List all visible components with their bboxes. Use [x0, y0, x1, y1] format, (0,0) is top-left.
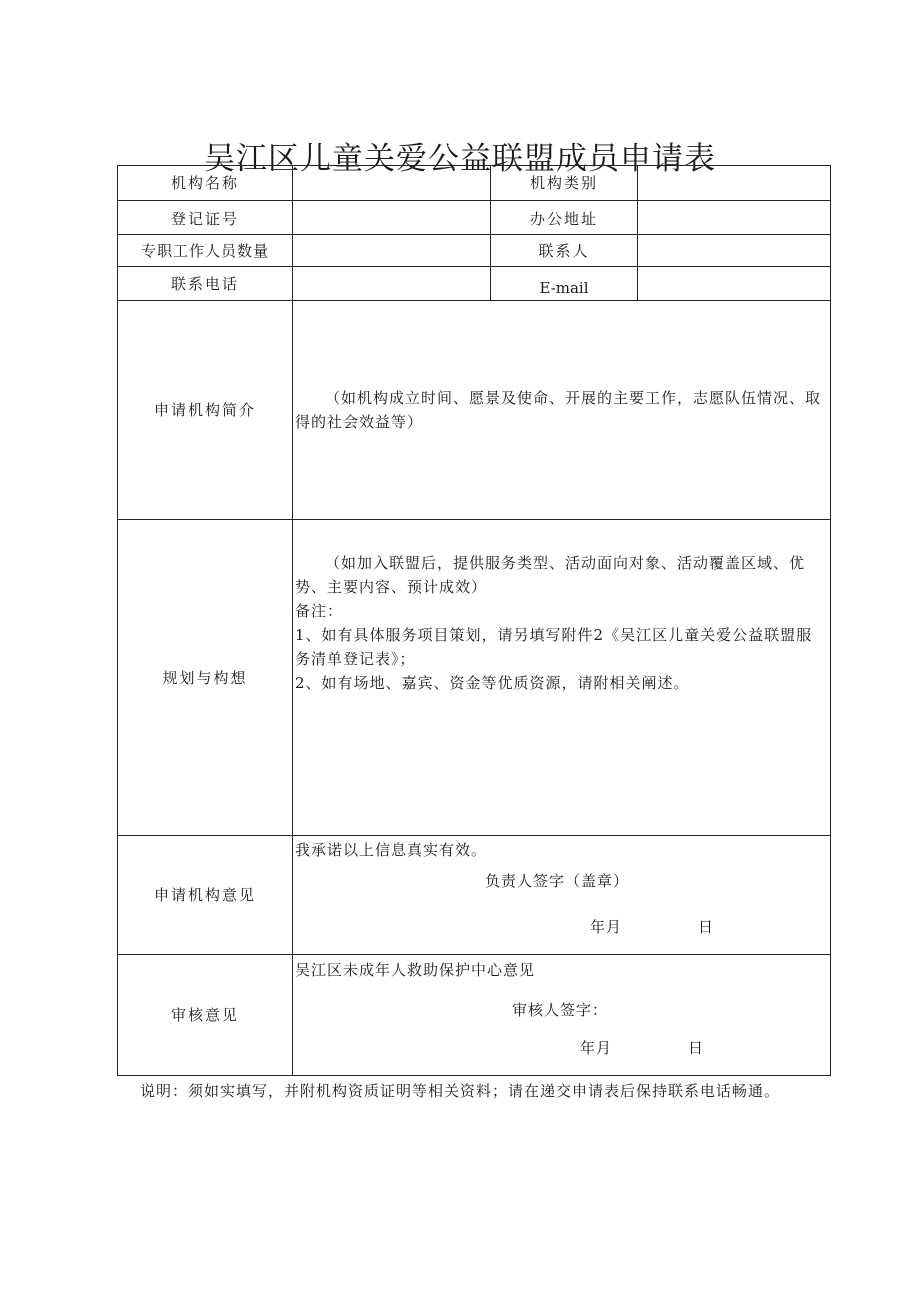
- staff-count-label: 专职工作人员数量: [118, 235, 293, 267]
- review-signature: 审核人签字：: [512, 1001, 609, 1019]
- plan-label: 规划与构想: [118, 520, 293, 836]
- org-category-label: 机构类别: [491, 166, 638, 201]
- email-label: E-mail: [491, 267, 638, 301]
- reg-no-label: 登记证号: [118, 201, 293, 235]
- opinion-year-month: 年月: [590, 918, 623, 936]
- staff-count-field[interactable]: [293, 235, 491, 267]
- plan-remark-1: 1、如有具体服务项目策划，请另填写附件2《吴江区儿童关爱公益联盟服务清单登记表》；: [295, 625, 813, 668]
- review-day: 日: [688, 1039, 705, 1057]
- row-registration: [118, 201, 831, 235]
- reg-no-field[interactable]: [293, 201, 491, 235]
- row-org-name: [118, 166, 831, 201]
- plan-remark-2: 2、如有场地、嘉宾、资金等优质资源，请附相关阐述。: [295, 673, 690, 692]
- review-center: 吴江区未成年人救助保护中心意见: [295, 961, 536, 979]
- review-year-month: 年月: [580, 1039, 613, 1057]
- org-name-field[interactable]: [293, 166, 491, 201]
- review-date: [295, 1036, 828, 1060]
- row-phone: [118, 267, 831, 301]
- plan-remark-title: 备注：: [295, 601, 344, 620]
- intro-field[interactable]: [293, 301, 831, 520]
- application-form-table: [117, 165, 831, 1076]
- opinion-date: [295, 915, 828, 939]
- opinion-field[interactable]: [293, 836, 831, 955]
- plan-field[interactable]: [293, 520, 831, 836]
- opinion-signature: 负责人签字（盖章）: [485, 872, 630, 890]
- intro-label: 申请机构简介: [118, 301, 293, 520]
- office-address-label: 办公地址: [491, 201, 638, 235]
- org-category-field[interactable]: [638, 166, 831, 201]
- row-staff: [118, 235, 831, 267]
- opinion-pledge: 我承诺以上信息真实有效。: [295, 841, 488, 859]
- email-field[interactable]: [638, 267, 831, 301]
- row-intro: [118, 301, 831, 520]
- review-field[interactable]: [293, 955, 831, 1076]
- office-address-field[interactable]: [638, 201, 831, 235]
- review-label: 审核意见: [118, 955, 293, 1076]
- form-title: 吴江区儿童关爱公益联盟成员申请表: [204, 140, 716, 177]
- footer-note: 说明：须如实填写，并附机构资质证明等相关资料；请在递交申请表后保持联系电话畅通。: [139, 1082, 780, 1100]
- plan-hint: （如加入联盟后，提供服务类型、活动面向对象、活动覆盖区域、优势、主要内容、预计成效）: [295, 553, 806, 596]
- phone-label: 联系电话: [118, 267, 293, 301]
- contact-person-label: 联系人: [491, 235, 638, 267]
- org-name-label: 机构名称: [118, 166, 293, 201]
- contact-person-field[interactable]: [638, 235, 831, 267]
- phone-field[interactable]: [293, 267, 491, 301]
- row-review: [118, 955, 831, 1076]
- row-opinion: [118, 836, 831, 955]
- intro-hint: （如机构成立时间、愿景及使命、开展的主要工作，志愿队伍情况、取得的社会效益等）: [295, 389, 822, 431]
- opinion-day: 日: [698, 918, 715, 936]
- opinion-label: 申请机构意见: [118, 836, 293, 955]
- row-plan: [118, 520, 831, 836]
